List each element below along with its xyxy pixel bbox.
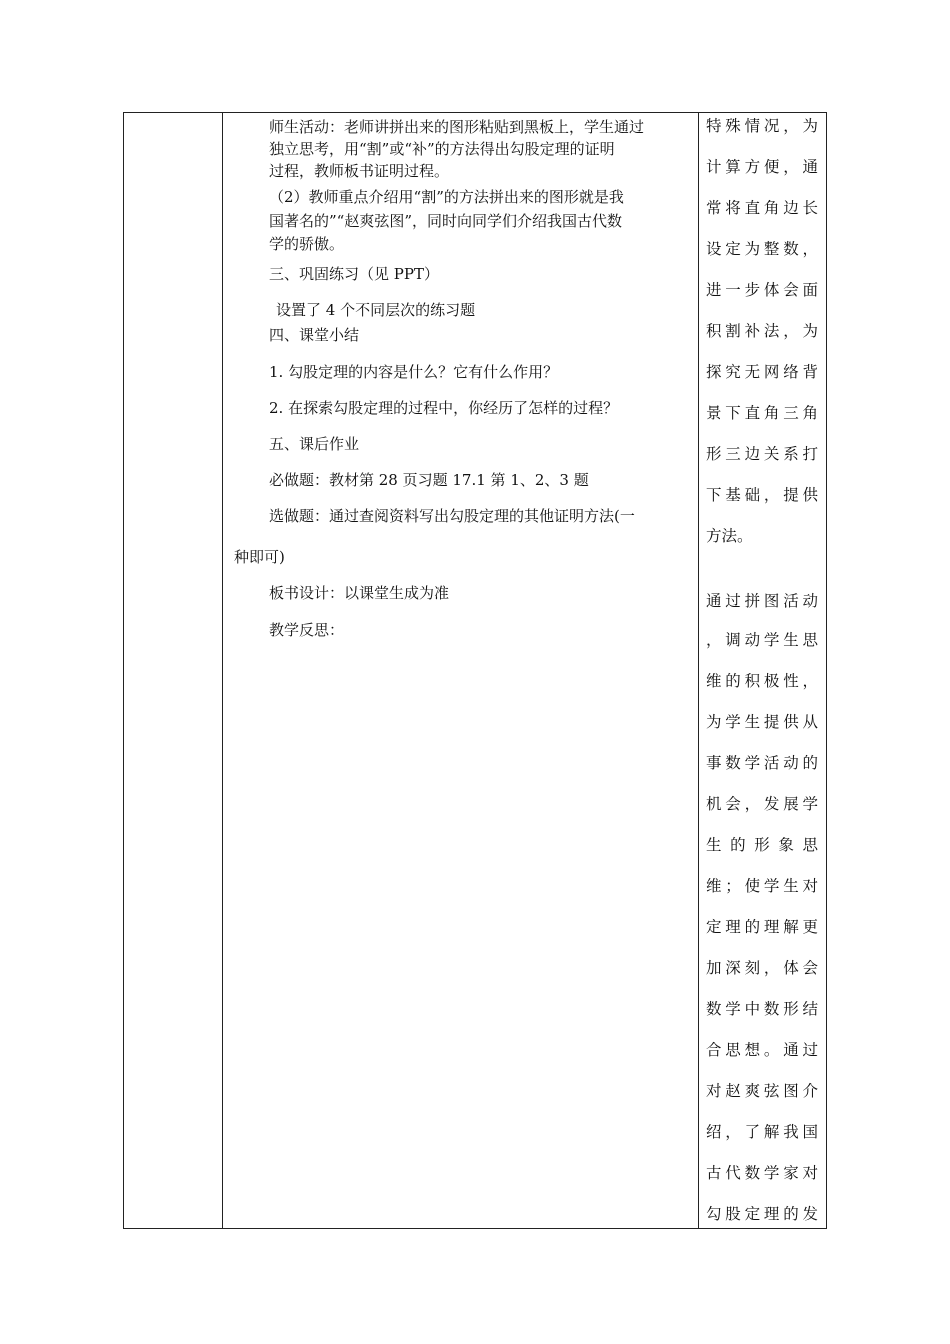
side-line: 定理的理解更: [706, 918, 818, 936]
side-line: 加深刻，体会: [706, 959, 818, 977]
side-line: 设定为整数，: [706, 240, 818, 258]
section-heading: 五、课后作业: [269, 435, 360, 453]
column-divider-right: [698, 113, 699, 1228]
side-line: ，调动学生思: [706, 631, 818, 649]
side-line: 积割补法，为: [706, 322, 818, 340]
side-line: 常将直角边长: [706, 199, 818, 217]
side-line: 通过拼图活动: [706, 592, 818, 610]
text-line: （2）教师重点介绍用“割”的方法拼出来的图形就是我: [269, 188, 624, 206]
side-line: 勾股定理的发: [706, 1205, 818, 1223]
text-line: 1. 勾股定理的内容是什么？它有什么作用？: [269, 363, 559, 381]
section-heading: 三、巩固练习（见 PPT）: [269, 265, 439, 283]
side-line: 绍，了解我国: [706, 1123, 818, 1141]
side-line: 机会，发展学: [706, 795, 818, 813]
side-line: 特殊情况，为: [706, 117, 818, 135]
text-line: 板书设计：以课堂生成为准: [269, 584, 450, 602]
side-line: 进一步体会面: [706, 281, 818, 299]
text-line: 必做题：教材第 28 页习题 17.1 第 1、2、3 题: [269, 471, 589, 489]
side-line: 计算方便，通: [706, 158, 818, 176]
side-line: 数学中数形结: [706, 1000, 818, 1018]
side-line: 为学生提供从: [706, 713, 818, 731]
side-line: 维；使学生对: [706, 877, 818, 895]
side-line: 方法。: [706, 527, 753, 545]
text-line: 教学反思：: [269, 621, 345, 639]
text-line: 独立思考，用“割”或“补”的方法得出勾股定理的证明: [269, 140, 615, 158]
side-line: 维的积极性，: [706, 672, 818, 690]
side-line: 事数学活动的: [706, 754, 818, 772]
column-divider-left: [222, 113, 223, 1228]
side-line: 景下直角三角: [706, 404, 818, 422]
side-line: 生的形象思: [706, 836, 818, 854]
section-heading: 四、课堂小结: [269, 326, 360, 344]
text-line: 2. 在探索勾股定理的过程中，你经历了怎样的过程？: [269, 399, 619, 417]
side-line: 下基础，提供: [706, 486, 818, 504]
text-line: 种即可): [234, 548, 285, 566]
text-line: 选做题：通过查阅资料写出勾股定理的其他证明方法(一: [269, 507, 635, 525]
text-line: 师生活动：老师讲拼出来的图形粘贴到黑板上，学生通过: [269, 118, 645, 136]
side-line: 探究无网络背: [706, 363, 818, 381]
text-line: 国著名的”“赵爽弦图”，同时向同学们介绍我国古代数: [269, 212, 623, 230]
side-line: 合思想。通过: [706, 1041, 818, 1059]
side-line: 对赵爽弦图介: [706, 1082, 818, 1100]
text-line: 过程，教师板书证明过程。: [269, 162, 450, 180]
text-line: 设置了 4 个不同层次的练习题: [276, 301, 476, 319]
text-line: 学的骄傲。: [269, 235, 345, 253]
lesson-plan-table: [123, 112, 827, 1229]
side-line: 古代数学家对: [706, 1164, 818, 1182]
side-line: 形三边关系打: [706, 445, 818, 463]
